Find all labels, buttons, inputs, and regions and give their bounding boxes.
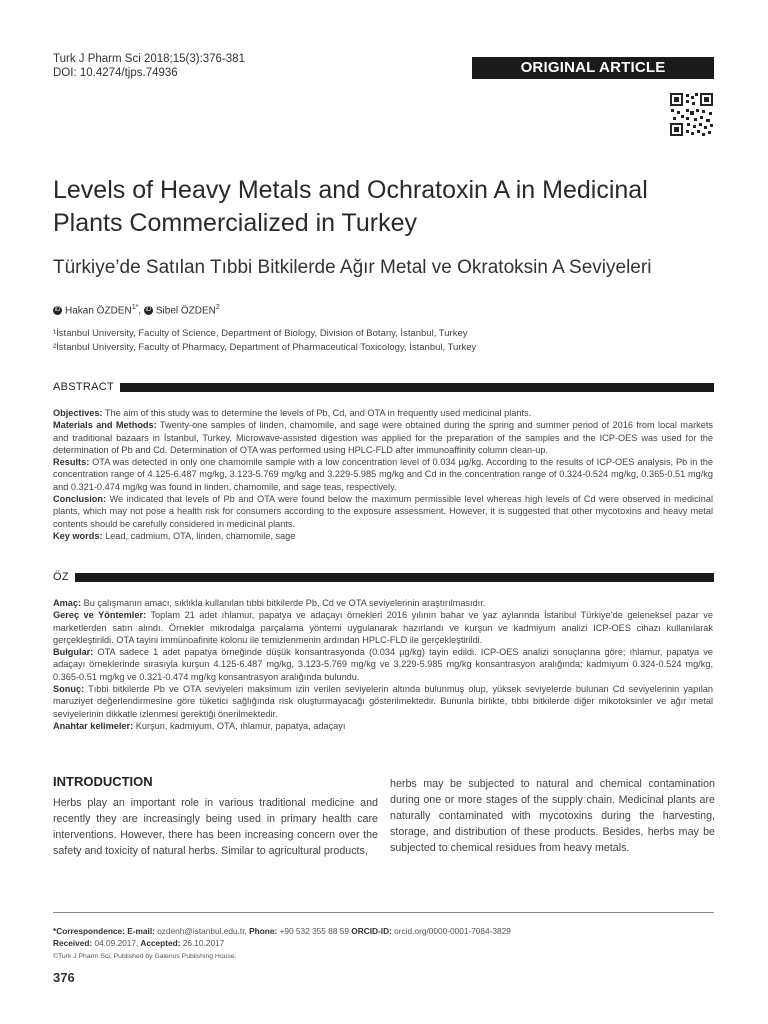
journal-meta (53, 52, 245, 80)
oz-sonuc (53, 683, 713, 720)
label-correspondence: *Correspondence: E-mail: (53, 926, 155, 936)
qr-code-icon (669, 92, 714, 137)
author-list (53, 304, 220, 316)
text-objectives: The aim of this study was to determine the levels of Pb, Cd, and OTA in frequently used medicinal plants. (102, 408, 532, 418)
abstract-conclusion (53, 493, 713, 530)
introduction-column-left: Herbs play an important role in various traditional medicine and recently they are increasingly being used in primary health care interventions. However, there has been increasing concern over the safety and toxicity of natural herbs. Similar to agricultural products, (53, 797, 378, 857)
label-gerec: Gereç ve Yöntemler: (53, 610, 147, 621)
correspondence-line (53, 925, 511, 937)
affiliation-line: ¹İstanbul University, Faculty of Science, Department of Biology, Division of Botany, İstanbul, Turkey (53, 328, 468, 339)
label-methods: Materials and Methods: (53, 420, 157, 431)
article-type-badge: ORIGINAL ARTICLE (472, 57, 714, 79)
oz-gerec (53, 609, 713, 646)
doi: DOI: 10.4274/tjps.74936 (53, 67, 178, 79)
oz-header (53, 571, 714, 583)
label-sonuc: Sonuç: (53, 684, 85, 695)
label-received: Received: (53, 938, 93, 948)
article-title: Levels of Heavy Metals and Ochratoxin A in Medicinal Plants Commercialized in Turkey (53, 176, 648, 237)
author-name: Sibel ÖZDEN (155, 305, 216, 317)
label-phone: Phone: (246, 926, 278, 936)
correspondence-email: ozdenh@istanbul.edu.tr, (154, 926, 247, 936)
text-gerec: Toplam 21 adet ıhlamur, papatya ve adaçayı örnekleri 2016 yılının bahar ve yaz aylarında İstanbul Türkiye’de geleneksel pazar ve marketlerden satın alındı. Örnekler mikrodalga parçalama yöntemi uygulanarak hazırlandı ve kurşun ve kadmiyum analizi ICP-OES cihazı kullanılarak gerçekleştirildi. OTA tayini immünoafinite kolonu ile temizlenmenin ardından HPLC-FLD ile gerçekleştirildi. (53, 610, 713, 645)
oz-heading: ÖZ (53, 571, 69, 583)
oz-bulgular (53, 646, 713, 683)
copyright-notice: ©Turk J Pharm Sci, Published by Galenos Publishing House. (53, 953, 237, 960)
journal-reference: Turk J Pharm Sci 2018;15(3):376-381 (53, 53, 245, 65)
label-bulgular: Bulgular: (53, 647, 94, 658)
author-affiliation-mark: 2 (215, 304, 220, 311)
oz-body (53, 597, 713, 732)
abstract-keywords (53, 530, 713, 542)
author-separator: , (138, 305, 144, 317)
text-methods: Twenty-one samples of linden, chamomile, and sage were obtained during the spring and summer period of 2016 from local markets and traditional bazaars in İstanbul, Turkey. Microwave-assisted digestion was applied for the preparation of the samples and the ICP-OES was used for the determination of Pb and Cd. Determination of OTA was performed using HPLC-FLD after immunoaffinity column clean-up. (53, 420, 713, 455)
section-divider (120, 383, 714, 392)
label-orcid: ORCID-ID: (348, 926, 392, 936)
accepted-date: 26.10.2017 (180, 938, 225, 948)
text-conclusion: We indicated that levels of Pb and OTA were found below the maximum permissible level whereas high levels of Cd were observed in medicinal plants, which may not pose a health risk for consumers according to the exposure assessment. However, it is suggested that other mycotoxins and heavy metal contents should be carefully considered in medicinal plants. (53, 494, 713, 529)
label-conclusion: Conclusion: (53, 494, 107, 505)
introduction-column-right: herbs may be subjected to natural and chemical contamination during one or more stages of the supply chain. Medicinal plants are naturally contaminated with mycotoxins during the harvesting, storage, and distribution of these products. Besides, herbs may be subjected to chemical residues from heavy metals. (390, 778, 715, 854)
footer-notes (53, 925, 511, 949)
label-results: Results: (53, 457, 90, 468)
correspondence-orcid: orcid.org/0000-0001-7084-3829 (391, 926, 511, 936)
page-number: 376 (53, 970, 75, 985)
orcid-icon: iD (54, 307, 61, 314)
dates-line (53, 937, 511, 949)
footer-divider (53, 912, 714, 913)
text-anahtar: Kurşun, kadmiyum, OTA, ıhlamur, papatya, adaçayı (133, 720, 346, 731)
section-divider (75, 573, 714, 582)
text-amac: Bu çalışmanın amacı, sıklıkla kullanılan tıbbi bitkilerde Pb, Cd ve OTA seviyelerinin araştırılmasıdır. (81, 598, 486, 608)
affiliation-line: ²İstanbul University, Faculty of Pharmacy, Department of Pharmaceutical Toxicology, İstanbul, Turkey (53, 342, 477, 353)
orcid-icon: iD (145, 307, 152, 314)
abstract-results (53, 456, 713, 493)
label-accepted: Accepted: (138, 938, 181, 948)
oz-amac (53, 597, 713, 609)
abstract-header (53, 381, 714, 393)
author-name: Hakan ÖZDEN (65, 305, 132, 317)
text-bulgular: OTA sadece 1 adet papatya örneğinde düşük konsantrasyonda (0.034 µg/kg) tayin edildi. ICP-OES analizi sonuçlarına göre; ıhlamur, papatya ve adaçayı örneklerinde sırasıyla kurşun 4.125-6.487 mg/kg, 3.123-5.769 mg/kg ve 3.229-5.985 mg/kg konsantrasyon aralığında; kadmiyum 0.324-0.524 mg/kg, 0.365-0.51 mg/kg ve 0.321-0.474 mg/kg konsantrasyon aralığında bulundu. (53, 647, 713, 682)
abstract-body (53, 407, 713, 542)
label-amac: Amaç: (53, 598, 82, 608)
label-keywords: Key words: (53, 530, 103, 541)
introduction-heading: INTRODUCTION (53, 774, 153, 789)
article-subtitle-turkish: Türkiye’de Satılan Tıbbi Bitkilerde Ağır Metal ve Okratoksin A Seviyeleri (53, 257, 652, 278)
author-affiliation-mark: 1* (131, 304, 139, 311)
oz-anahtar (53, 720, 713, 732)
abstract-heading: ABSTRACT (53, 381, 115, 393)
affiliations (53, 327, 476, 355)
label-anahtar: Anahtar kelimeler: (53, 720, 134, 731)
text-keywords: Lead, cadmium, OTA, linden, chamomile, sage (102, 530, 296, 541)
received-date: 04.09.2017, (92, 938, 139, 948)
label-objectives: Objectives: (53, 408, 103, 418)
text-results: OTA was detected in only one chamomile sample with a low concentration level of 0.034 µg/kg. According to the results of ICP-OES analysis, Pb in the concentration range of 4.125-6.487 mg/kg, 3.123-5.769 mg/kg and 3.229-5.985 mg/kg and Cd in the concentration range of 0.324-0.524 mg/kg, 0.365-0.51 mg/kg and 0.321-0.474 mg/kg was found in linden, chamomile, and sage teas, respectively. (53, 457, 713, 492)
abstract-methods (53, 419, 713, 456)
abstract-objectives (53, 407, 713, 419)
text-sonuc: Tıbbi bitkilerde Pb ve OTA seviyeleri maksimum izin verilen seviyelerin altında bulunmuş olup, yüksek seviyelerde bulunan Cd seviyelerinin yapılan maruziyet değerlendirmesine göre tüketici sağlığında risk oluşturmayacağı gösterilmektedir. Bununla birlikte, tıbbi bitkilerde diğer mikotoksinler ve ağır metal seviyelerinin dikkatle izlenmesi gerektiği önerilmektedir. (53, 684, 713, 719)
correspondence-phone: +90 532 355 88 59 (277, 926, 349, 936)
